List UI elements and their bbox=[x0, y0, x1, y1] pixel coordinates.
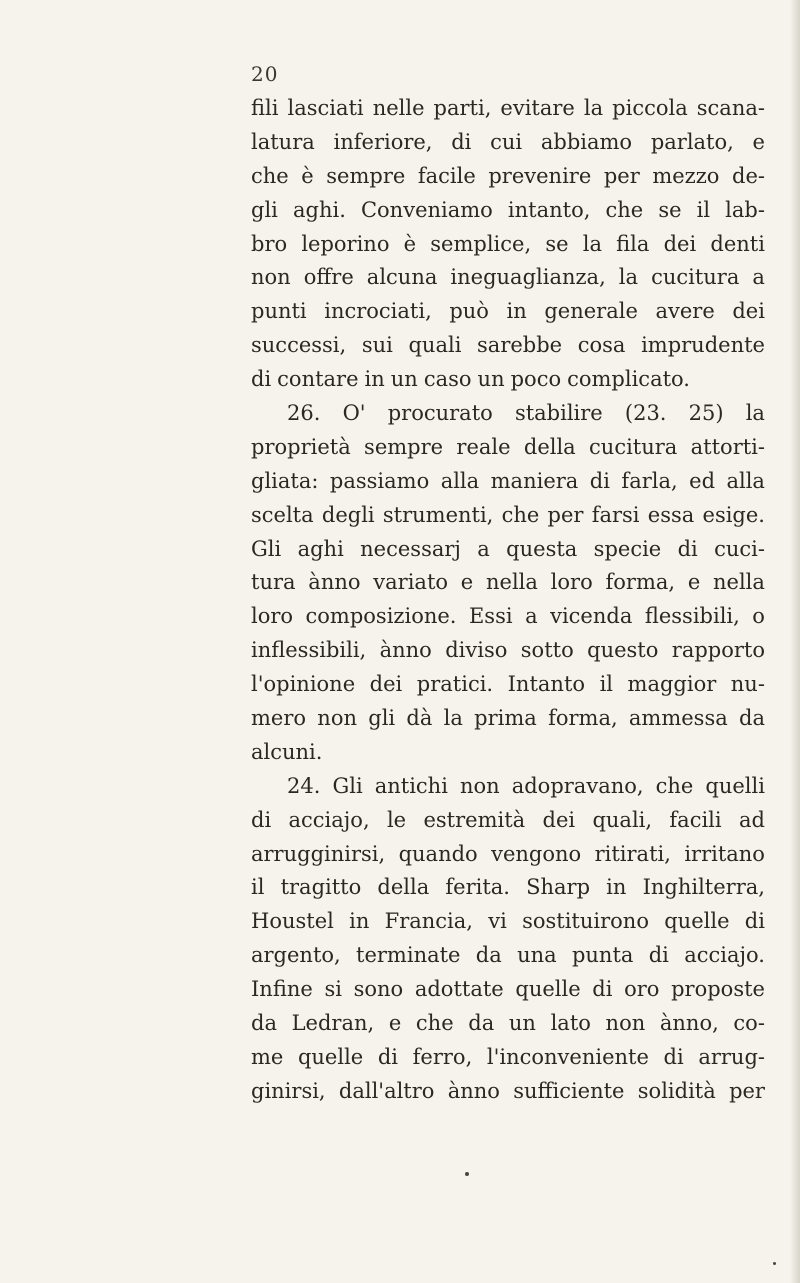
text-line: me quelle di ferro, l'inconveniente di arrug- bbox=[251, 1044, 765, 1069]
text-line: di acciajo, le estremità dei quali, facili ad bbox=[251, 807, 765, 832]
text-line: non offre alcuna ineguaglianza, la cucitura a bbox=[251, 265, 765, 290]
text-line: inflessibili, ànno diviso sotto questo rapporto bbox=[251, 638, 765, 663]
body-text bbox=[251, 92, 765, 1109]
text-line: gliata: passiamo alla maniera di farla, ed alla bbox=[251, 468, 765, 493]
text-line: Gli aghi necessarj a questa specie di cuci- bbox=[251, 536, 765, 561]
text-line: fili lasciati nelle parti, evitare la piccola scana- bbox=[251, 96, 765, 120]
ink-speck bbox=[465, 1172, 469, 1176]
text-line: alcuni. bbox=[251, 739, 323, 764]
text-line: bro leporino è semplice, se la fila dei denti bbox=[251, 231, 765, 256]
ink-speck bbox=[773, 1262, 776, 1265]
text-line: 26. O' procurato stabilire (23. 25) la bbox=[287, 401, 765, 426]
text-line: gli aghi. Conveniamo intanto, che se il lab- bbox=[251, 197, 765, 222]
text-line: Houstel in Francia, vi sostituirono quelle di bbox=[251, 909, 765, 934]
text-line: da Ledran, e che da un lato non ànno, co- bbox=[251, 1011, 765, 1036]
text-line: proprietà sempre reale della cucitura attorti- bbox=[251, 434, 765, 459]
text-line: tura ànno variato e nella loro forma, e nella bbox=[251, 570, 765, 595]
text-line: punti incrociati, può in generale avere dei bbox=[251, 299, 765, 324]
text-line: argento, terminate da una punta di acciajo. bbox=[251, 943, 765, 968]
text-line: che è sempre facile prevenire per mezzo de- bbox=[251, 163, 765, 188]
text-line: Infine si sono adottate quelle di oro proposte bbox=[251, 977, 765, 1002]
text-line: il tragitto della ferita. Sharp in Inghilterra, bbox=[251, 875, 765, 900]
page-edge-shadow bbox=[790, 0, 800, 1283]
text-line: scelta degli strumenti, che per farsi essa esige. bbox=[251, 502, 765, 527]
text-line: mero non gli dà la prima forma, ammessa da bbox=[251, 706, 765, 731]
text-line: successi, sui quali sarebbe cosa imprudente bbox=[251, 333, 765, 358]
text-line: 24. Gli antichi non adopravano, che quelli bbox=[287, 773, 765, 798]
text-line: loro composizione. Essi a vicenda flessibili, o bbox=[251, 604, 765, 629]
text-line: arrugginirsi, quando vengono ritirati, irritano bbox=[251, 841, 765, 866]
text-line: latura inferiore, di cui abbiamo parlato, e bbox=[251, 129, 765, 154]
text-line: l'opinione dei pratici. Intanto il maggior nu- bbox=[251, 672, 765, 697]
page-number: 20 bbox=[251, 62, 279, 86]
text-line: ginirsi, dall'altro ànno sufficiente solidità per bbox=[251, 1078, 765, 1103]
text-line: di contare in un caso un poco complicato. bbox=[251, 367, 690, 392]
